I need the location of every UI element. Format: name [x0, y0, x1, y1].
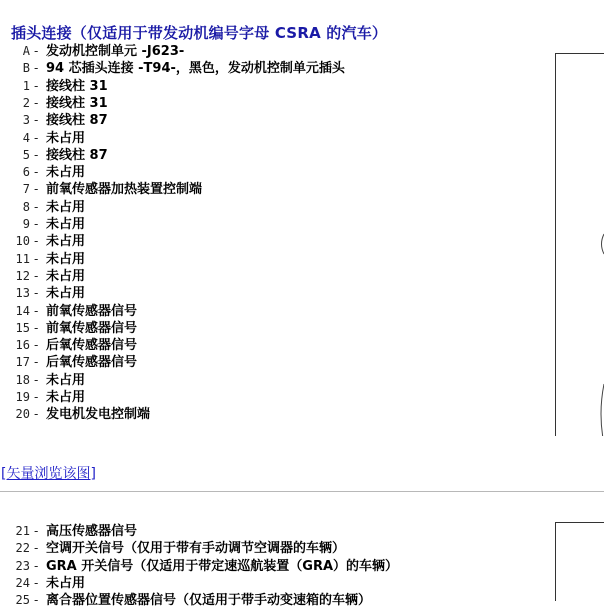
pin-number: 1 — [22, 78, 30, 93]
separator-dash: - — [34, 558, 39, 573]
pin-description: 高压传感器信号 — [46, 524, 138, 539]
pin-description: 前氧传感器信号 — [46, 303, 138, 319]
pin-description: GRA 开关信号（仅适用于带定速巡航装置（GRA）的车辆） — [46, 558, 399, 574]
pin-number: 25 — [15, 593, 30, 608]
pin-number: 7 — [22, 182, 30, 197]
separator-dash: - — [34, 286, 39, 301]
separator-dash: - — [34, 147, 39, 162]
separator-dash: - — [34, 182, 39, 197]
separator-dash: - — [34, 524, 39, 538]
pin-description: 发电机发电控制端 — [46, 407, 151, 423]
pin-description: 未占用 — [46, 165, 86, 181]
pin-number: 8 — [22, 199, 30, 214]
separator-dash: - — [34, 372, 39, 387]
separator-dash: - — [34, 407, 39, 422]
pin-number: 23 — [15, 558, 30, 573]
vector-view-link[interactable]: [矢量浏览该图] — [1, 466, 96, 482]
pin-description: 后氧传感器信号 — [46, 338, 138, 354]
pin-number: 12 — [15, 268, 30, 283]
pin-number: 3 — [22, 113, 30, 128]
separator-dash: - — [34, 268, 39, 283]
divider — [0, 491, 604, 492]
connector-outline-icon — [556, 54, 604, 436]
pin-description: 后氧传感器信号 — [46, 355, 138, 371]
pin-description: 接线柱 87 — [46, 113, 108, 129]
pin-number: 2 — [22, 95, 30, 110]
connector-figure-bottom — [555, 522, 604, 601]
separator-dash: - — [34, 234, 39, 249]
connector-figure-top — [555, 53, 604, 436]
separator-dash: - — [34, 390, 39, 404]
pin-number: 22 — [15, 541, 30, 556]
pin-number: A — [22, 44, 30, 58]
separator-dash: - — [34, 338, 39, 353]
separator-dash: - — [34, 541, 39, 556]
pin-description: 未占用 — [46, 575, 86, 591]
pin-description: 接线柱 31 — [46, 95, 108, 111]
pin-description: 接线柱 87 — [46, 147, 108, 163]
separator-dash: - — [34, 199, 39, 214]
pin-number: 14 — [15, 303, 30, 318]
pin-description: 未占用 — [46, 130, 86, 146]
pin-description: 未占用 — [46, 199, 86, 215]
page-title: 插头连接（仅适用于带发动机编号字母 CSRA 的汽车） — [11, 24, 388, 42]
pin-description: 未占用 — [46, 234, 86, 250]
separator-dash: - — [34, 575, 39, 590]
pin-number: 6 — [22, 165, 30, 180]
separator-dash: - — [34, 355, 39, 370]
pin-number: 4 — [22, 130, 30, 145]
pin-number: 10 — [15, 234, 30, 249]
separator-dash: - — [34, 593, 39, 608]
separator-dash: - — [34, 217, 39, 231]
separator-dash: - — [34, 303, 39, 318]
pin-description: 未占用 — [46, 390, 86, 405]
separator-dash: - — [34, 95, 39, 110]
pin-number: 20 — [15, 407, 30, 422]
pin-description: 未占用 — [46, 251, 86, 267]
pin-description: 发动机控制单元 -J623- — [46, 44, 185, 59]
pin-number: 9 — [22, 217, 30, 231]
pin-description: 94 芯插头连接 -T94-，黑色，发动机控制单元插头 — [46, 61, 345, 77]
separator-dash: - — [34, 165, 39, 180]
pin-number: 15 — [15, 320, 30, 335]
separator-dash: - — [34, 113, 39, 128]
pin-description: 离合器位置传感器信号（仅适用于带手动变速箱的车辆） — [46, 593, 372, 609]
pin-description: 前氧传感器信号 — [46, 320, 138, 336]
separator-dash: - — [34, 251, 39, 266]
pin-description: 未占用 — [46, 372, 86, 388]
pin-description: 空调开关信号（仅用于带有手动调节空调器的车辆） — [46, 541, 346, 557]
pin-number: 24 — [15, 575, 30, 590]
pin-number: 19 — [15, 390, 30, 404]
pin-number: B — [22, 61, 30, 76]
separator-dash: - — [34, 130, 39, 145]
pin-number: 18 — [15, 372, 30, 387]
pin-description: 前氧传感器加热装置控制端 — [46, 182, 203, 198]
pin-number: 11 — [15, 251, 30, 266]
pin-number: 5 — [22, 147, 30, 162]
pin-number: 16 — [15, 338, 30, 353]
separator-dash: - — [34, 61, 39, 76]
separator-dash: - — [34, 320, 39, 335]
pin-description: 未占用 — [46, 217, 86, 232]
pin-description: 未占用 — [46, 268, 86, 284]
separator-dash: - — [34, 78, 39, 93]
pin-description: 未占用 — [46, 286, 86, 302]
pin-description: 接线柱 31 — [46, 78, 108, 94]
pin-number: 17 — [15, 355, 30, 370]
separator-dash: - — [34, 44, 39, 58]
pin-number: 13 — [15, 286, 30, 301]
pin-number: 21 — [15, 524, 30, 538]
